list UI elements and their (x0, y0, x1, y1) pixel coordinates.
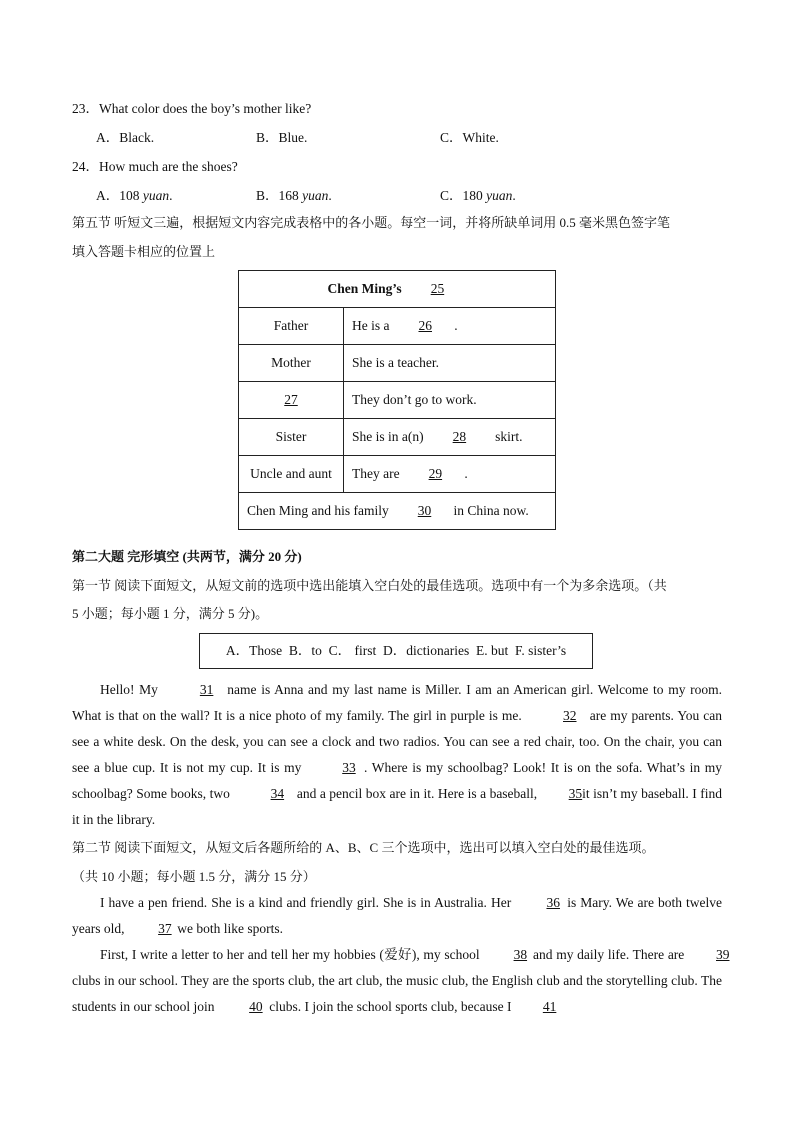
question-23-option-b: B．Blue. (256, 130, 308, 145)
row-label-mother: Mother (239, 345, 344, 382)
table-row (239, 382, 556, 419)
blank-36[interactable]: 36 (546, 895, 560, 910)
blank-30[interactable]: 30 (417, 503, 432, 518)
table-row (239, 456, 556, 493)
question-23-option-a: A．Black. (96, 130, 155, 145)
option-list: A．Those B．to C． first D．dictionaries E. but F. sister’s (225, 643, 567, 658)
section-1-instruction-line2: 5 小题；每小题 1 分，满分 5 分)。 (72, 606, 269, 621)
blank-28[interactable]: 28 (452, 429, 467, 444)
blank-34[interactable]: 34 (270, 786, 285, 801)
row-label-uncle-aunt: Uncle and aunt (239, 456, 344, 493)
passage-2-paragraph-1: I have a pen friend. She is a kind and friendly girl. She is in Australia. Her 36 is Mary. We are both twelve years old, 37 we both like sports. (72, 890, 722, 942)
row-value-mother: She is a teacher. (344, 345, 556, 382)
table-title-cell: Chen Ming’s 25 (239, 271, 556, 308)
section-5-instruction-line1: 第五节 听短文三遍，根据短文内容完成表格中的各小题。每空一词，并将所缺单词用 0.5 毫米黑色签字笔 (72, 215, 671, 230)
table-footer-cell: Chen Ming and his family 30 in China now. (239, 493, 556, 530)
question-23-option-c: C．White. (440, 130, 499, 145)
blank-27[interactable]: 27 (284, 392, 298, 407)
row-label-father: Father (239, 308, 344, 345)
blank-31[interactable]: 31 (199, 682, 214, 697)
question-24-option-a: A．108 yuan. (96, 188, 173, 203)
blank-29[interactable]: 29 (428, 466, 443, 481)
blank-39[interactable]: 39 (716, 947, 730, 962)
blank-37[interactable]: 37 (158, 921, 172, 936)
row-value-father: He is a 26 . (344, 308, 556, 345)
passage-1: Hello! My 31 name is Anna and my last name is Miller. I am an American girl. Welcome to my room. What is that on the wall? It is a nice photo of my family. The girl in purple is me. 32 are my parents. You can see a white desk. On the desk, you can see a clock and two radios. You can see a red chair, too. On the chair, you can see a blue cup. It is not my cup. It is my 33 . Where is my schoolbag? Look! It is on the sofa. What’s in my schoolbag? Some books, two 34 and a pencil box are in it. Here is a baseball, 35 it isn’t my baseball. I find it in the library. (72, 677, 722, 833)
info-table (238, 270, 556, 530)
question-23-stem: 23．What color does the boy’s mother like? (72, 101, 312, 116)
blank-40[interactable]: 40 (249, 999, 263, 1014)
table-row (239, 345, 556, 382)
row-value-grandparents: They don’t go to work. (344, 382, 556, 419)
question-24-stem: 24．How much are the shoes? (72, 159, 238, 174)
blank-32[interactable]: 32 (563, 708, 577, 723)
option-box (199, 633, 593, 669)
table-row (239, 419, 556, 456)
row-value-sister: She is in a(n) 28 skirt. (344, 419, 556, 456)
question-24-option-c: C．180 yuan. (440, 188, 516, 203)
question-24-option-b: B．168 yuan. (256, 188, 332, 203)
row-label-sister: Sister (239, 419, 344, 456)
blank-41[interactable]: 41 (542, 999, 557, 1014)
blank-33[interactable]: 33 (342, 760, 356, 775)
passage-2-paragraph-2: First, I write a letter to her and tell her my hobbies (爱好), my school 38 and my daily life. There are 39 clubs in our school. They are the sports club, the art club, the music club, the English club and the storytelling club. The students in our school join 40 clubs. I join the school sports club, because I 41 (72, 942, 722, 1020)
section-5-instruction-line2: 填入答题卡相应的位置上 (72, 244, 216, 259)
section-2-instruction-line1: 第二节 阅读下面短文，从短文后各题所给的 A、B、C 三个选项中，选出可以填入空白处的最佳选项。 (72, 840, 655, 855)
blank-35[interactable]: 35 (568, 786, 583, 801)
blank-26[interactable]: 26 (418, 318, 432, 333)
part-2-title: 第二大题 完形填空 (共两节，满分 20 分) (72, 549, 302, 564)
blank-38[interactable]: 38 (513, 947, 528, 962)
blank-25[interactable]: 25 (430, 281, 445, 296)
table-row (239, 308, 556, 345)
section-1-instruction-line1: 第一节 阅读下面短文，从短文前的选项中选出能填入空白处的最佳选项。选项中有一个为多余选项。（共 (72, 578, 667, 593)
row-label-blank (239, 382, 344, 419)
row-value-uncle-aunt: They are 29 . (344, 456, 556, 493)
section-2-instruction-line2: （共 10 小题；每小题 1.5 分，满分 15 分） (72, 869, 316, 884)
